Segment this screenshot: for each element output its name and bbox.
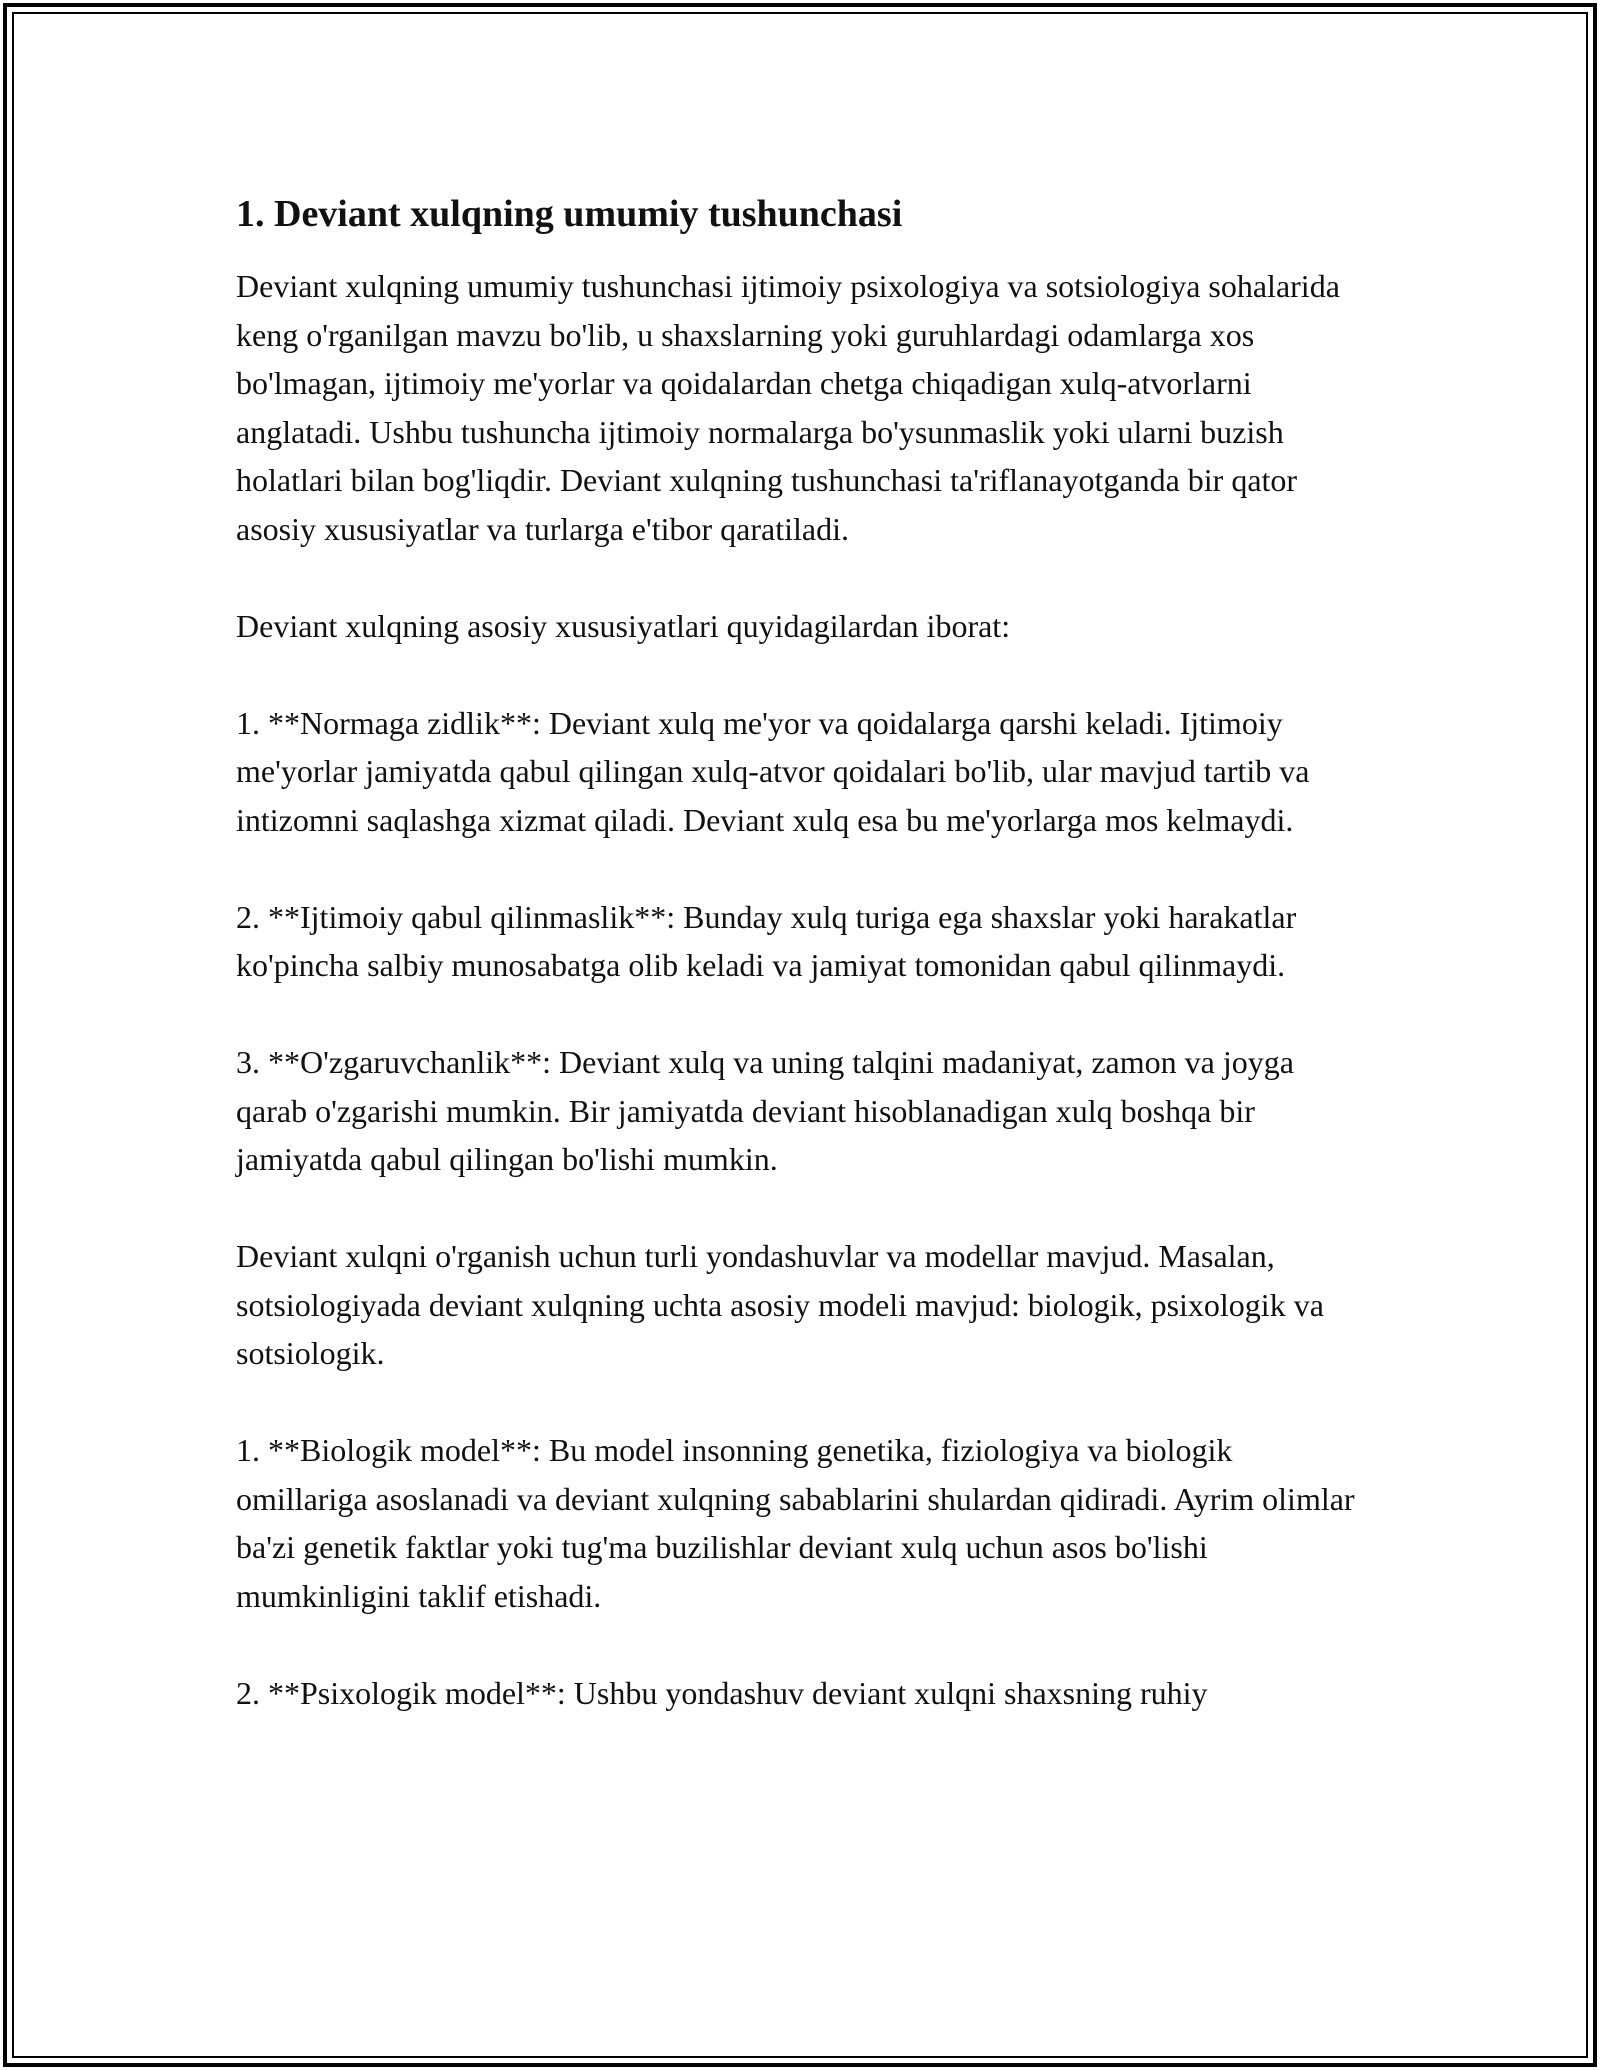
paragraph-feature-2: 2. **Ijtimoiy qabul qilinmaslik**: Bunday xulq turiga ega shaxslar yoki harakatlar ko'pincha salbiy munosabatga olib keladi va jamiyat tomonidan qabul qilinmaydi.: [236, 898, 1297, 983]
document-body: [236, 186, 1366, 1717]
paragraph-feature-1: 1. **Normaga zidlik**: Deviant xulq me'yor va qoidalarga qarshi keladi. Ijtimoiy me'yorlar jamiyatda qabul qilingan xulq-atvor qoidalari bo'lib, ular mavjud tartib va intizomni saqlashga xizmat qiladi. Deviant xulq esa bu me'yorlarga mos kelmaydi.: [236, 704, 1310, 838]
section-heading: 1. Deviant xulqning umumiy tushunchasi: [236, 193, 903, 235]
paragraph-intro: Deviant xulqning umumiy tushunchasi ijtimoiy psixologiya va sotsiologiya sohalarida keng o'rganilgan mavzu bo'lib, u shaxslarning yoki guruhlardagi odamlarga xos bo'lmagan, ijtimoiy me'yorlar va qoidalardan chetga chiqadigan xulq-atvorlarni anglatadi. Ushbu tushuncha ijtimoiy normalarga bo'ysunmaslik yoki ularni buzish holatlari bilan bog'liqdir. Deviant xulqning tushunchasi ta'riflanayotganda bir qator asosiy xususiyatlar va turlarga e'tibor qaratiladi.: [236, 268, 1340, 547]
paragraph-features-lead: Deviant xulqning asosiy xususiyatlari quyidagilardan iborat:: [236, 607, 1011, 644]
paragraph-model-2: 2. **Psixologik model**: Ushbu yondashuv deviant xulqni shaxsning ruhiy: [236, 1674, 1208, 1711]
paragraph-model-1: 1. **Biologik model**: Bu model insonning genetika, fiziologiya va biologik omillariga asoslanadi va deviant xulqning sabablarini shulardan qidiradi. Ayrim olimlar ba'zi genetik faktlar yoki tug'ma buzilishlar deviant xulq uchun asos bo'lishi mumkinligini taklif etishadi.: [236, 1432, 1355, 1614]
paragraph-models-lead: Deviant xulqni o'rganish uchun turli yondashuvlar va modellar mavjud. Masalan, sotsiologiyada deviant xulqning uchta asosiy modeli mavjud: biologik, psixologik va sotsiologik.: [236, 1238, 1324, 1371]
paragraph-feature-3: 3. **O'zgaruvchanlik**: Deviant xulq va uning talqini madaniyat, zamon va joyga qarab o'zgarishi mumkin. Bir jamiyatda deviant hisoblanadigan xulq boshqa bir jamiyatda qabul qilingan bo'lishi mumkin.: [236, 1044, 1294, 1177]
